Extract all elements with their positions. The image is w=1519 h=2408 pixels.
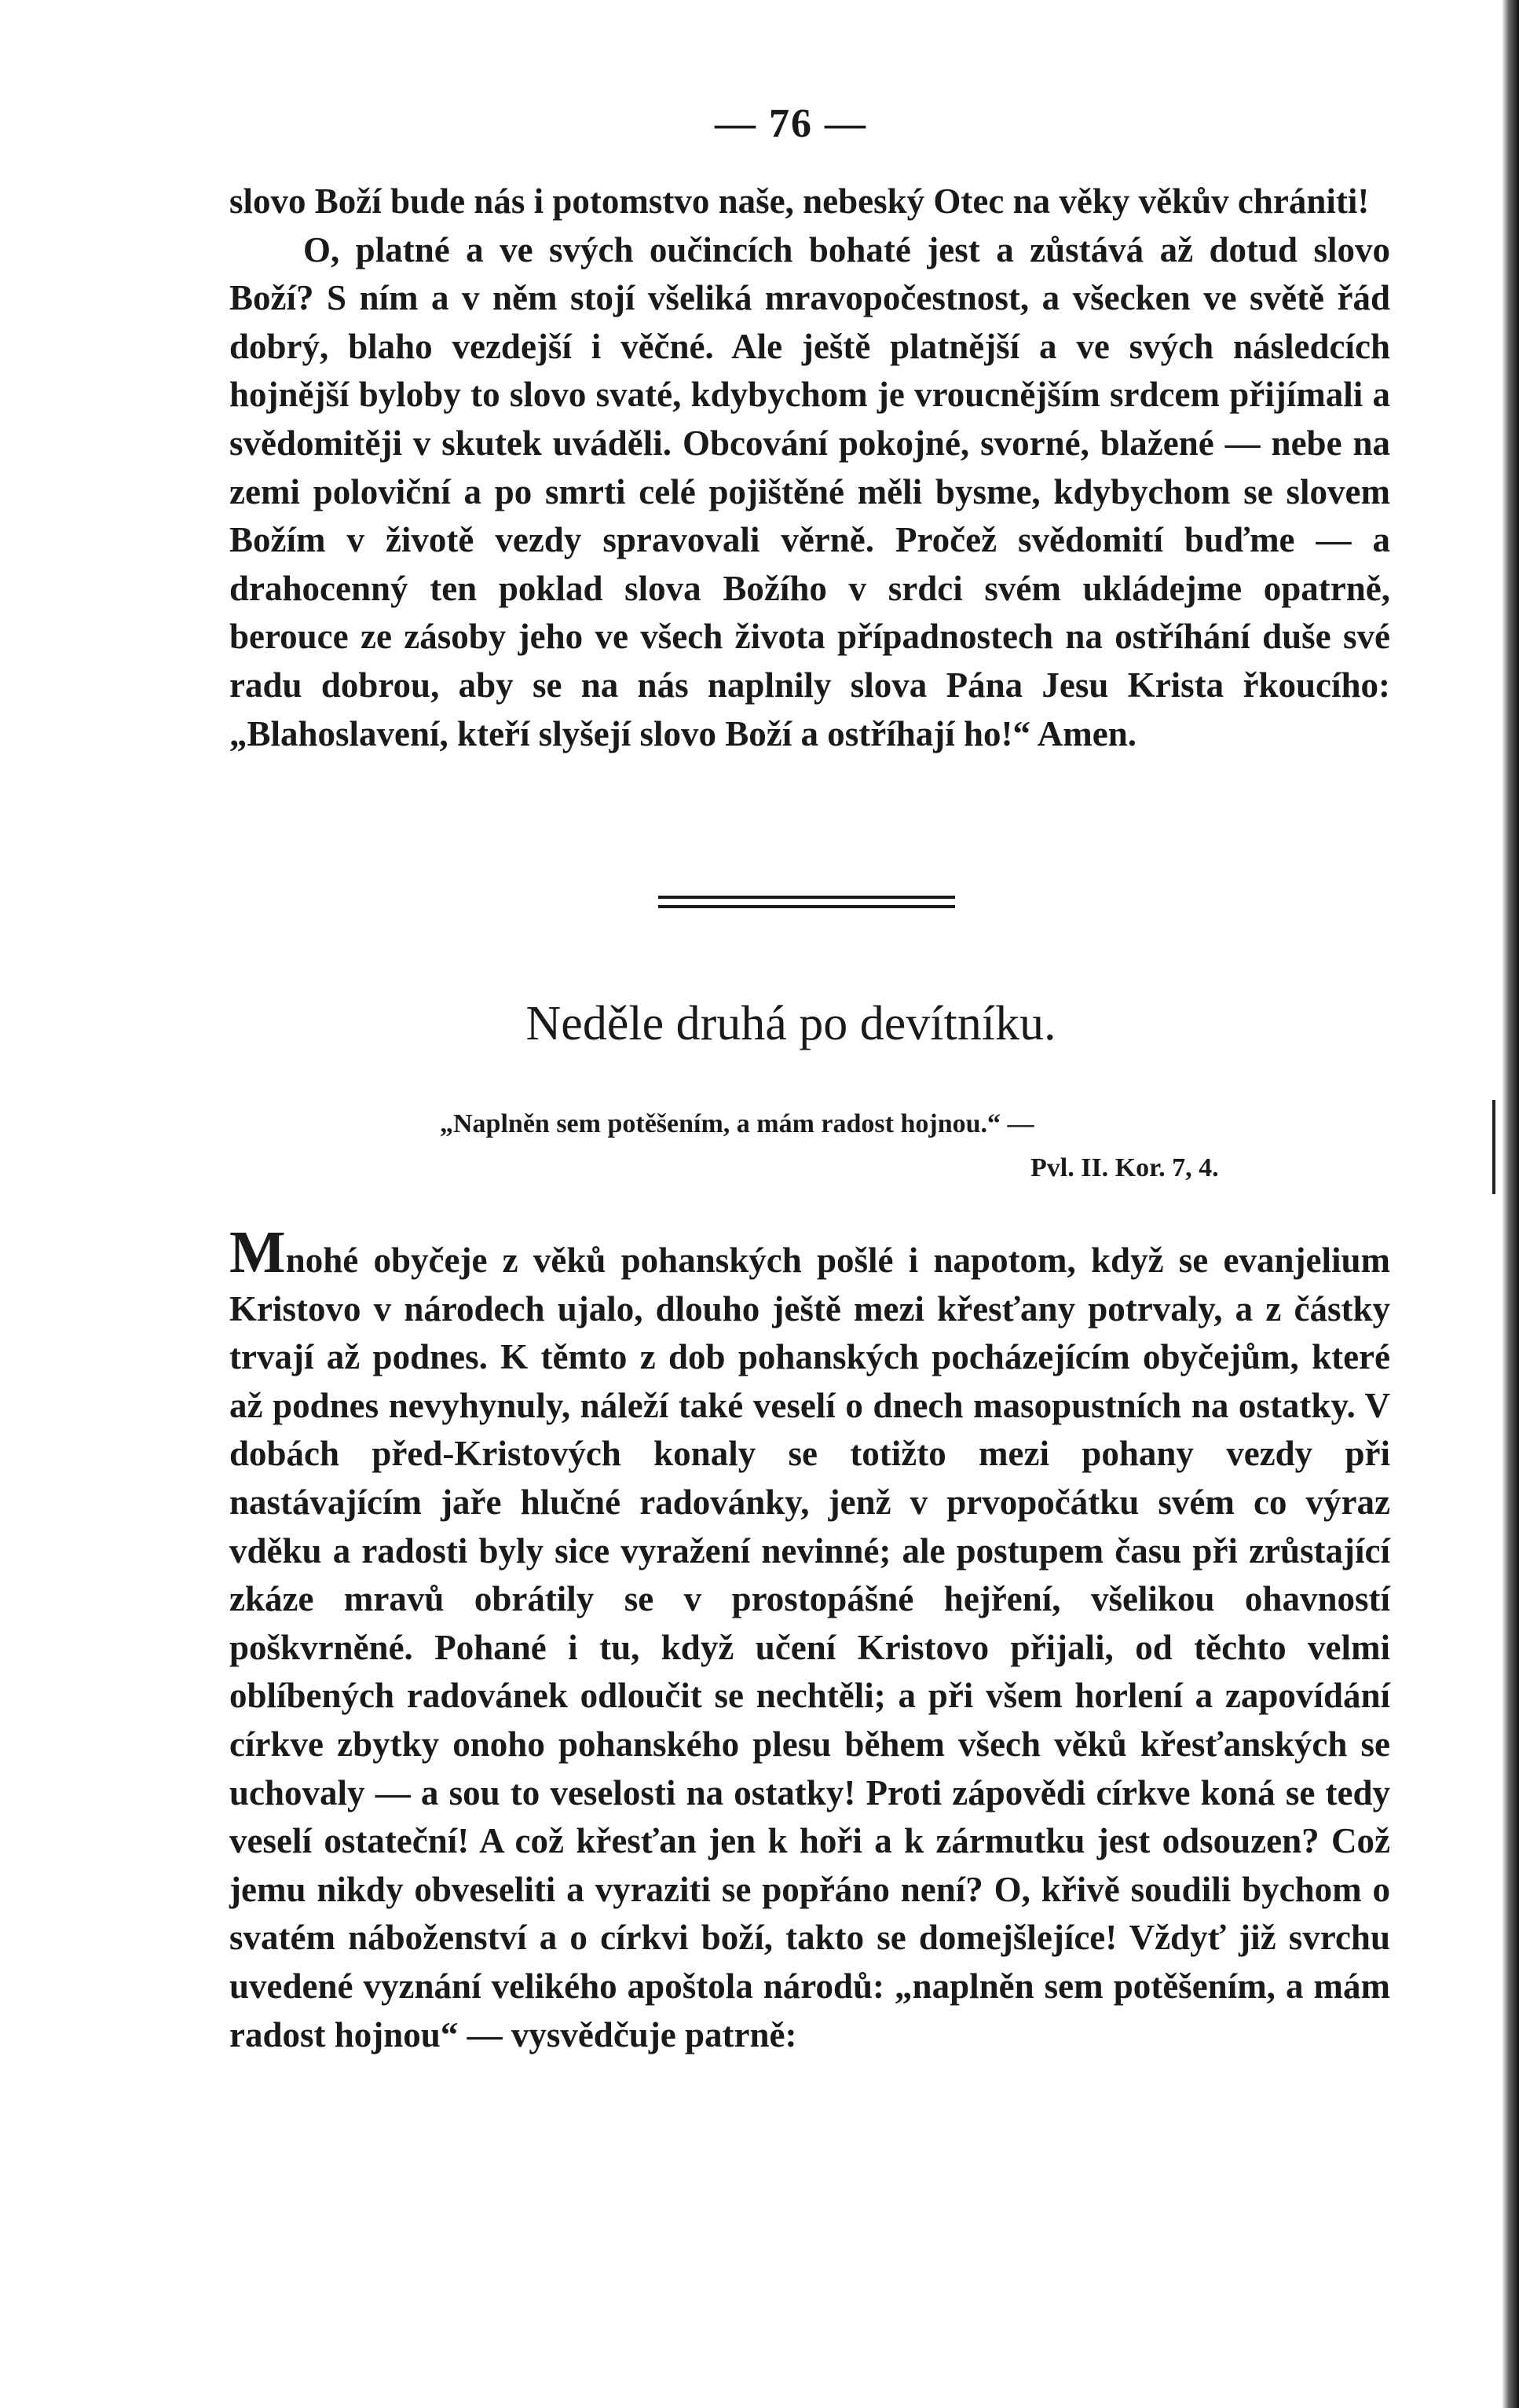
page-number: — 76 —: [715, 101, 867, 146]
section-title: Neděle druhá po devítníku.: [525, 997, 1056, 1050]
page-edge-mark: [1492, 1100, 1495, 1194]
paragraph-conclusion: O, platné a ve svých oučincích bohaté jest a zůstává až dotud slovo Boží? S ním a v něm stojí všeliká mravopočestnost, a všecken ve světě řád dobrý, blaho vezdejší i věčné. Ale ještě platnější a ve svých následcích hojnější byloby to slovo svaté, kdybychom je vroucnějším srdcem přijímali a svědomitěji v skutek uváděli. Obcování pokojné, svorné, blažené — nebe na zemi poloviční a po smrti celé pojištěné měli bysme, kdybychom se slovem Božím v životě vezdy spravovali věrně. Pročež svědomití buďme — a drahocenný ten poklad slova Božího v srdci svém ukládejme opatrně, berouce ze zásoby jeho ve všech života případnostech na ostříhání duše své radu dobrou, aby se na nás naplnily slova Pána Jesu Krista řkoucího: „Blahoslavení, kteří slyšejí slovo Boží a ostříhají ho!“ Amen.: [229, 229, 1390, 753]
section-divider: [658, 896, 955, 914]
drop-cap-letter: M: [229, 1219, 286, 1285]
paragraph-continuation: slovo Boží bude nás i potomstvo naše, nebeský Otec na věky věkův chrániti!: [229, 181, 1370, 221]
page-edge-shadow: [1502, 0, 1519, 2408]
divider-rule-bottom: [658, 905, 955, 908]
paragraph-opening: [229, 1219, 1390, 2059]
closing-sermon-text: [229, 178, 1390, 758]
epigraph-quote: „Naplněn sem potěšením, a mám radost hojnou.“ —: [440, 1109, 1034, 1138]
sermon-body: [229, 1219, 1390, 2059]
opening-paragraph-text: nohé obyčeje z věků pohanských pošlé i napotom, když se evanjelium Kristovo v národech ujalo, dlouho ještě mezi křesťany potrvaly, a z částky trvají až podnes. K těmto z dob pohanských pocházejícím obyčejům, které až podnes nevyhynuly, náleží také veselí o dnech masopustních na ostatky. V dobách před-Kristových konaly se totižto mezi pohany vezdy při nastávajícím jaře hlučné radovánky, jenž v prvopočátku svém co výraz vděku a radosti byly sice vyražení nevinné; ale postupem času při zrůstající zkáze mravů obrátily se v prostopášné hejření, všelikou ohavností poškvrněné. Pohané i tu, když učení Kristovo přijali, od těchto velmi oblíbených radovánek odloučit se nechtěli; a při všem horlení a zapovídání církve zbytky onoho pohanského plesu během všech věků křesťanských se uchovaly — a sou to veselosti na ostatky! Proti zápovědi církve koná se tedy veselí ostateční! A což křesťan jen k hoři a k zármutku jest odsouzen? Což jemu nikdy obveseliti a vyraziti se popřáno není? O, křivě soudili bychom o svatém náboženství a o církvi boží, takto se domejšlejíce! Vždyť již svrchu uvedené vyznání velikého apoštola národů: „naplněn sem potěšením, a mám radost hojnou“ — vysvědčuje patrně:: [229, 1241, 1390, 2054]
divider-rule-top: [658, 896, 955, 899]
epigraph-reference: Pvl. II. Kor. 7, 4.: [1030, 1153, 1219, 1182]
